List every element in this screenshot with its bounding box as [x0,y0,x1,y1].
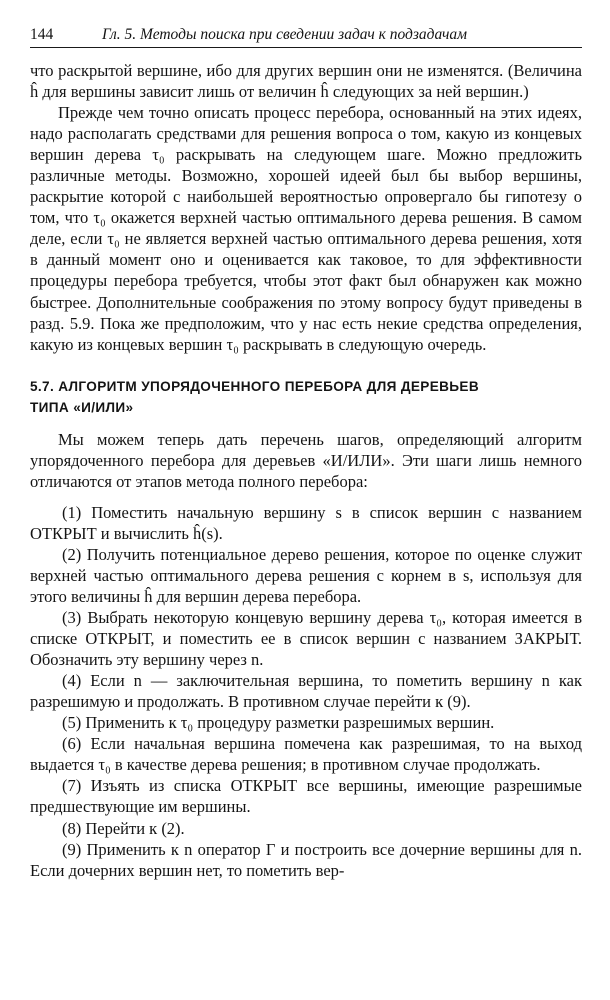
algorithm-step: (1) Поместить начальную вершину s в список вершин с названием ОТКРЫТ и вычислить ĥ(s). [30,502,582,543]
body-text [30,60,582,881]
spacer [30,492,582,502]
algorithm-step: (3) Выбрать некоторую концевую вершину дерева τ₀, которая имеется в списке ОТКРЫТ, и поместить ее в список вершин с названием ЗАКРЫТ. Обозначить эту вершину через n. [30,608,582,670]
section-heading-line: 5.7. АЛГОРИТМ УПОРЯДОЧЕННОГО ПЕРЕБОРА ДЛЯ ДЕРЕВЬЕВ [30,378,479,394]
algorithm-step: (2) Получить потенциальное дерево решения, которое по оценке служит верхней частью оптимального дерева решения с корнем в s, используя для этого величины ĥ для вершин дерева перебора. [30,544,582,606]
section-heading-line: ТИПА «И/ИЛИ» [30,399,134,415]
algorithm-step: (7) Изъять из списка ОТКРЫТ все вершины, имеющие разрешимые предшествующие им вершины. [30,776,582,817]
paragraph-algorithm-intro: Мы можем теперь дать перечень шагов, определяющий алгоритм упорядоченного перебора для деревьев «И/ИЛИ». Эти шаги лишь немного отличаются от этапов метода полного перебора: [30,429,582,491]
paragraph-search-strategy: Прежде чем точно описать процесс перебора, основанный на этих идеях, надо располагать средствами для решения вопроса о том, какую из концевых вершин дерева τ₀ раскрывать на следующем шаге. Можно предложить различные методы. Возможно, хорошей идеей был бы выбор вершины, раскрытие которой с наибольшей вероятностью опровергало бы гипотезу о том, что τ₀ окажется верхней частью оптимального дерева решения. В самом деле, если τ₀ не является верхней частью оптимального дерева решения, хотя в данный момент оно и оценивается как таковое, то для эффективности процедуры перебора требуется, чтобы этот факт был обнаружен как можно быстрее. Дополнительные соображения по этому вопросу будут приведены в разд. 5.9. Пока же предположим, что у нас есть некие средства определения, какую из концевых вершин τ₀ раскрывать в следующую очередь. [30,103,582,354]
section-heading [30,376,582,418]
algorithm-step: (5) Применить к τ₀ процедуру разметки разрешимых вершин. [62,713,495,733]
algorithm-step: (6) Если начальная вершина помечена как разрешимая, то на выход выдается τ₀ в качестве дерева решения; в противном случае продолжать. [30,734,582,775]
algorithm-step: (9) Применить к n оператор Γ и построить все дочерние вершины для n. Если дочерних вершин нет, то пометить вер- [30,839,582,880]
page-number: 144 [30,26,54,43]
running-header [30,24,582,46]
algorithm-step: (4) Если n — заключительная вершина, то пометить вершину n как разрешимую и продолжать. В противном случае перейти к (9). [30,671,582,712]
algorithm-step: (8) Перейти к (2). [62,818,185,838]
paragraph-continuation: что раскрытой вершине, ибо для других вершин они не изменятся. (Величина ĥ для вершины зависит лишь от величин ĥ следующих за ней вершин.) [30,61,582,102]
running-title: Гл. 5. Методы поиска при сведении задач к подзадачам [102,26,468,43]
header-rule [30,47,582,48]
